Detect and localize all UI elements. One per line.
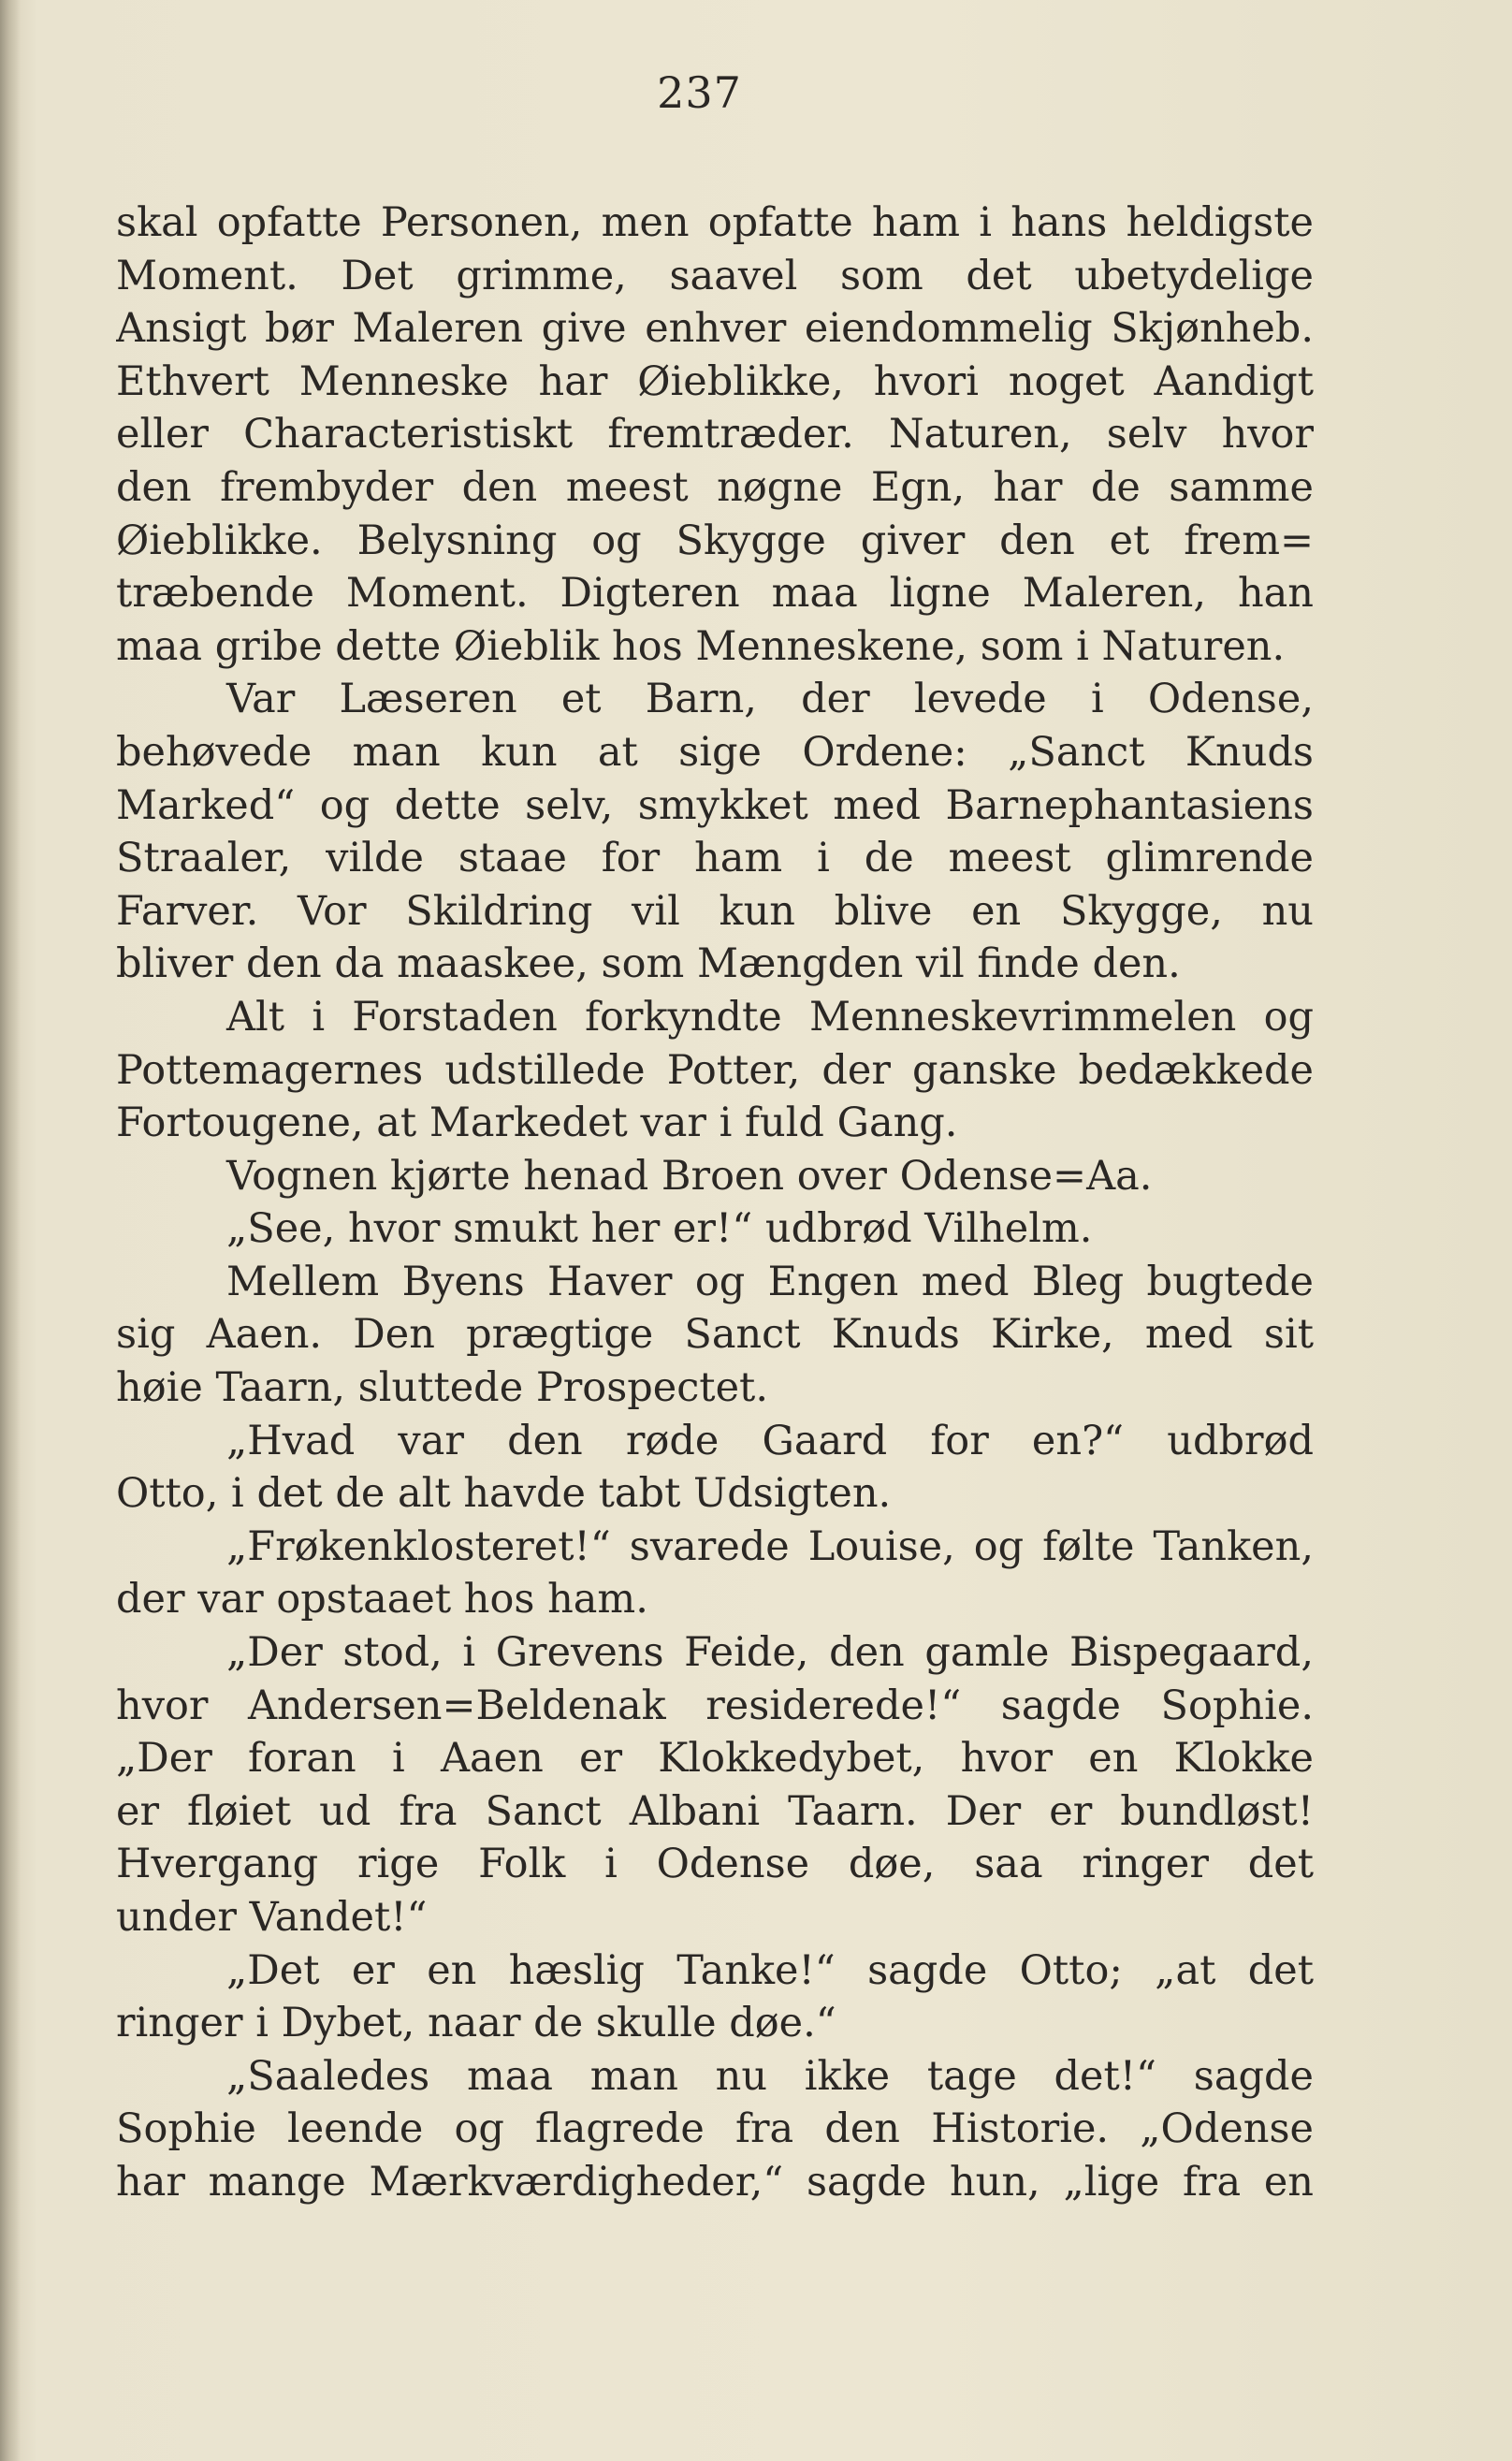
text-line: behøvede man kun at sige Ordene: „Sanct Knuds <box>116 728 1314 776</box>
text-line: Øieblikke. Belysning og Skygge giver den et frem= <box>116 517 1314 564</box>
text-line: Farver. Vor Skildring vil kun blive en Skygge, nu <box>116 887 1314 935</box>
text-line: sig Aaen. Den prægtige Sanct Knuds Kirke, med sit <box>116 1311 1314 1359</box>
text-line: Var Læseren et Barn, der levede i Odense, <box>226 676 1314 723</box>
text-line: „Hvad var den røde Gaard for en?“ udbrød <box>226 1417 1314 1464</box>
text-line: har mange Mærkværdigheder,“ sagde hun, „lige fra en <box>116 2158 1314 2206</box>
text-line: „Saaledes maa man nu ikke tage det!“ sagde <box>226 2052 1314 2100</box>
text-line: Ethvert Menneske har Øieblikke, hvori noget Aandigt <box>116 357 1314 405</box>
text-line: Vognen kjørte henad Broen over Odense=Aa. <box>226 1152 1153 1200</box>
text-line: hvor Andersen=Beldenak residerede!“ sagde Sophie. <box>116 1682 1314 1729</box>
text-line: Hvergang rige Folk i Odense døe, saa ringer det <box>116 1841 1314 1888</box>
text-line: „See, hvor smukt her er!“ udbrød Vilhelm. <box>226 1205 1093 1253</box>
text-line: skal opfatte Personen, men opfatte ham i hans heldigste <box>116 199 1314 246</box>
text-line: bliver den da maaskee, som Mængden vil finde den. <box>116 940 1181 988</box>
text-line: Sophie leende og flagrede fra den Historie. „Odense <box>116 2105 1314 2153</box>
text-line: „Der foran i Aaen er Klokkedybet, hvor en Klokke <box>116 1735 1314 1783</box>
text-line: Straaler, vilde staae for ham i de meest glimrende <box>116 835 1314 882</box>
text-line: ringer i Dybet, naar de skulle døe.“ <box>116 2000 836 2047</box>
text-line: Otto, i det de alt havde tabt Udsigten. <box>116 1470 892 1518</box>
text-line: Marked“ og dette selv, smykket med Barnephantasiens <box>116 781 1314 829</box>
text-line: „Frøkenklosteret!“ svarede Louise, og følte Tanken, <box>226 1522 1314 1570</box>
text-line: „Der stod, i Grevens Feide, den gamle Bispegaard, <box>226 1629 1314 1677</box>
page-gutter-shadow <box>0 0 21 2461</box>
text-line: under Vandet!“ <box>116 1894 428 1941</box>
text-line: Pottemagernes udstillede Potter, der ganske bedækkede <box>116 1046 1314 1094</box>
text-line: eller Characteristiskt fremtræder. Naturen, selv hvor <box>116 411 1314 459</box>
text-line: der var opstaaet hos ham. <box>116 1576 648 1624</box>
text-line: Moment. Det grimme, saavel som det ubetydelige <box>116 252 1314 299</box>
text-line: høie Taarn, sluttede Prospectet. <box>116 1364 768 1412</box>
text-line: Alt i Forstaden forkyndte Menneskevrimmelen og <box>226 993 1314 1041</box>
text-line: Fortougene, at Markedet var i fuld Gang. <box>116 1099 958 1147</box>
body-text <box>116 197 1314 2209</box>
page-number: 237 <box>657 67 742 118</box>
text-line: Ansigt bør Maleren give enhver eiendommelig Skjønheb. <box>116 305 1314 353</box>
text-line: træbende Moment. Digteren maa ligne Maleren, han <box>116 570 1314 618</box>
text-line: den frembyder den meest nøgne Egn, har de samme <box>116 463 1314 511</box>
text-line: er fløiet ud fra Sanct Albani Taarn. Der er bundløst! <box>116 1787 1314 1835</box>
text-line: maa gribe dette Øieblik hos Menneskene, som i Naturen. <box>116 622 1286 670</box>
text-line: Mellem Byens Haver og Engen med Bleg bugtede <box>226 1258 1314 1305</box>
text-line: „Det er en hæslig Tanke!“ sagde Otto; „at det <box>226 1946 1314 1994</box>
